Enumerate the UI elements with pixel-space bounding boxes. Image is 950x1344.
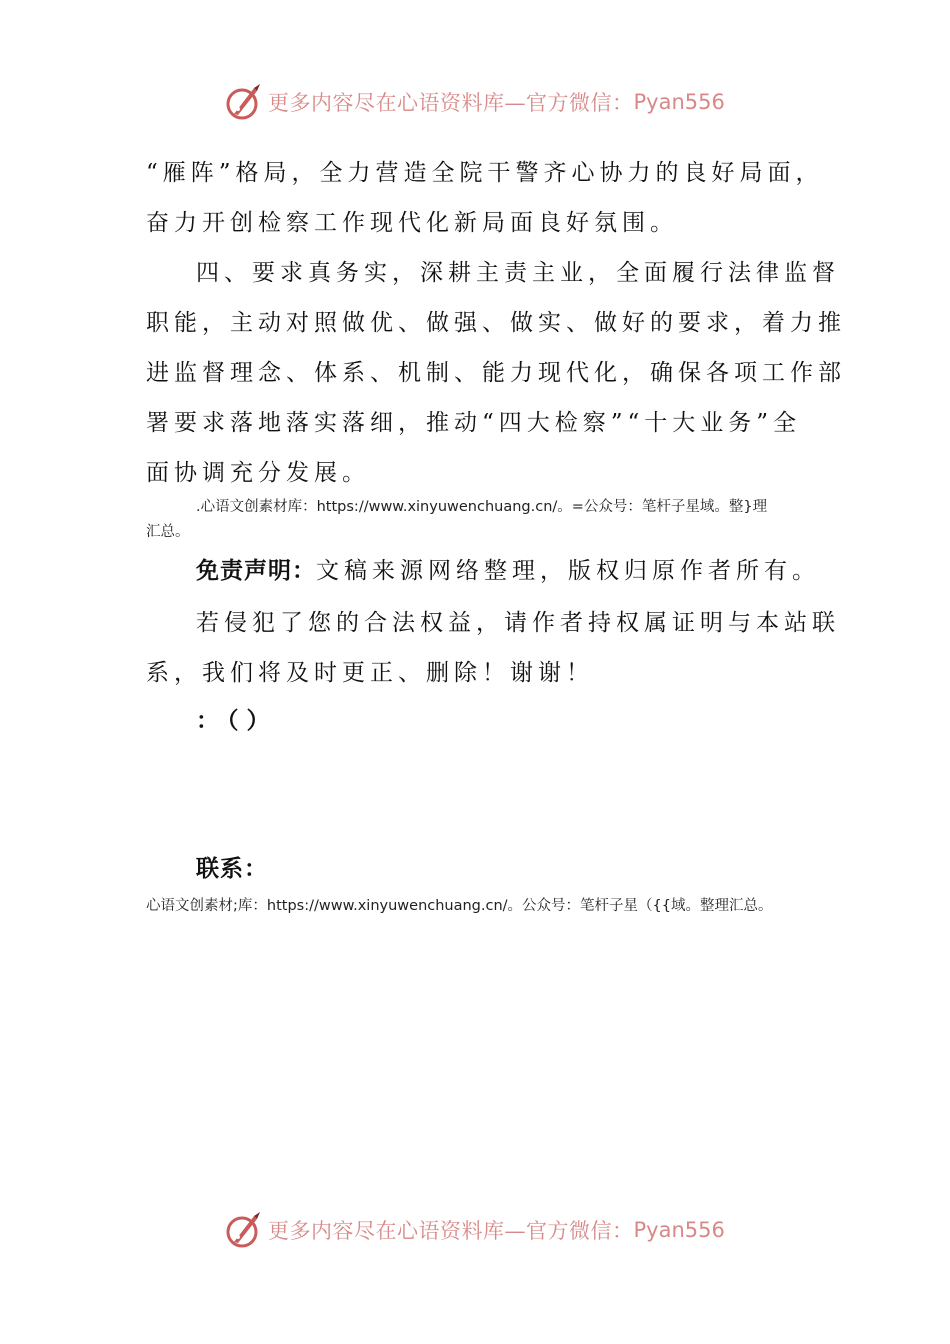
disclaimer-line-2: 若侵犯了您的合法权益，请作者持权属证明与本站联 bbox=[196, 610, 840, 636]
contact-label: 联系： bbox=[196, 856, 268, 882]
banner-wechat-id: Pyan556 bbox=[633, 90, 725, 114]
body-line-7: 面协调充分发展。 bbox=[146, 460, 370, 486]
body-line-4: 职能，主动对照做优、做强、做实、做好的要求，着力推 bbox=[146, 310, 846, 336]
banner-text: 更多内容尽在心语资料库—官方微信： bbox=[268, 1219, 634, 1243]
header-banner bbox=[0, 80, 950, 124]
quill-logo-icon bbox=[224, 82, 264, 122]
contact-note: 心语文创素材;库：https://www.xinyuwenchuang.cn/。公众号：笔杆子星（{{域。整理汇总。 bbox=[146, 898, 773, 914]
quill-logo-icon bbox=[224, 1210, 264, 1250]
disclaimer-text: 文稿来源网络整理，版权归原作者所有。 bbox=[316, 558, 820, 584]
disclaimer-line-1 bbox=[196, 552, 860, 585]
body-line-3: 四、要求真务实，深耕主责主业，全面履行法律监督 bbox=[196, 260, 840, 286]
source-note-line-2: 汇总。 bbox=[146, 524, 190, 540]
banner-wechat-id: Pyan556 bbox=[633, 1218, 725, 1242]
body-line-6: 署要求落地落实落细，推动“四大检察”“十大业务”全 bbox=[146, 410, 802, 436]
body-line-5: 进监督理念、体系、机制、能力现代化，确保各项工作部 bbox=[146, 360, 846, 386]
disclaimer-label: 免责声明： bbox=[196, 558, 316, 584]
body-line-2: 奋力开创检察工作现代化新局面良好氛围。 bbox=[146, 210, 678, 236]
banner-text: 更多内容尽在心语资料库—官方微信： bbox=[268, 91, 634, 115]
disclaimer-line-4: ：（） bbox=[196, 708, 278, 734]
disclaimer-line-3: 系，我们将及时更正、删除！谢谢！ bbox=[146, 660, 594, 686]
source-note-line-1: .心语文创素材库：https://www.xinyuwenchuang.cn/。=公众号：笔杆子星域。整}理 bbox=[196, 499, 768, 515]
body-line-1: “雁阵”格局，全力营造全院干警齐心协力的良好局面， bbox=[146, 160, 824, 186]
footer-banner bbox=[0, 1208, 950, 1252]
